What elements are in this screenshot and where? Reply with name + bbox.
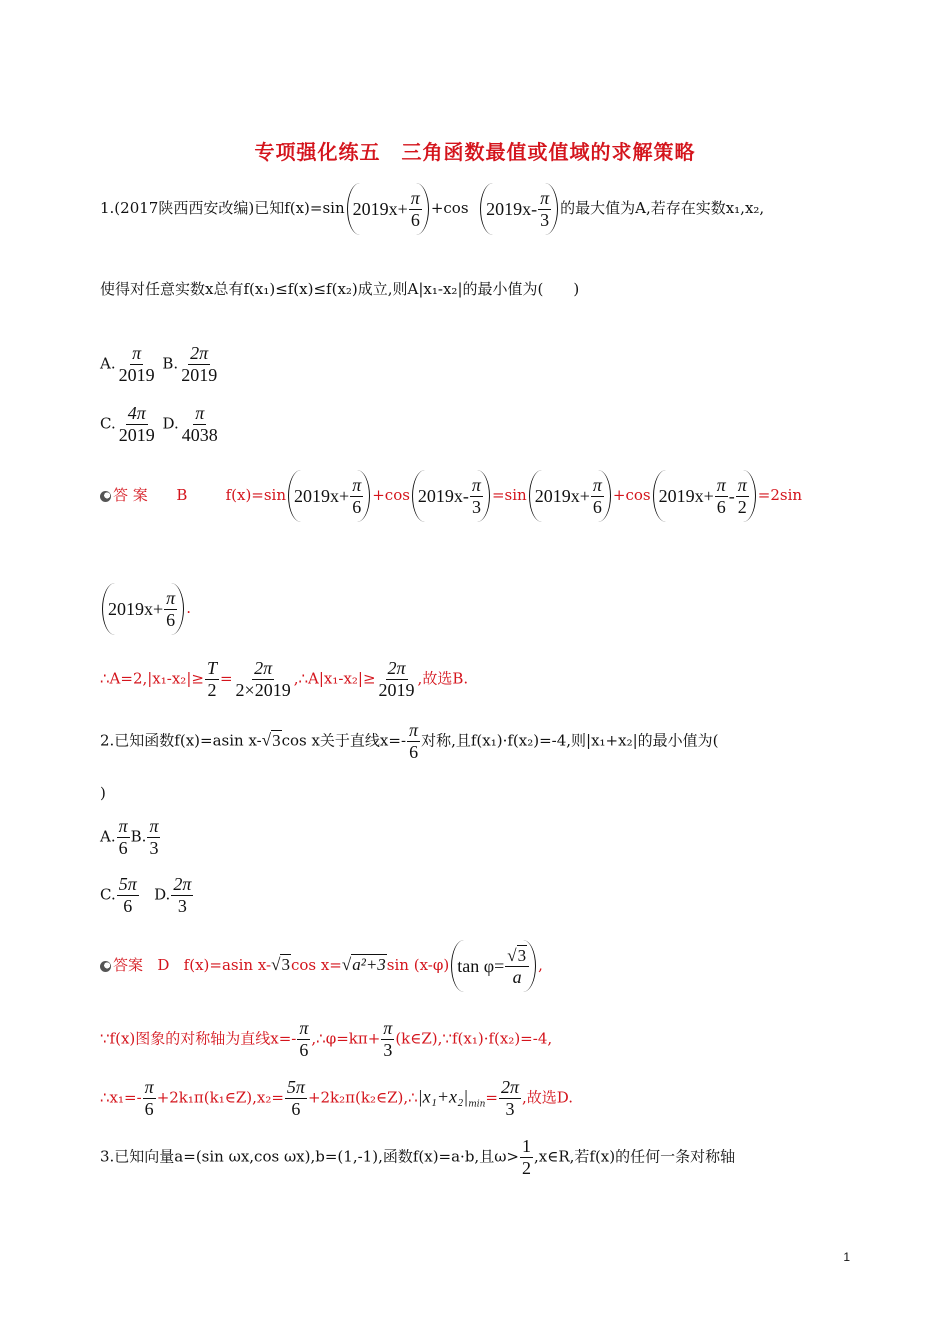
q2-reasoning-2: ∴x₁=- $\frac{\pi}{6}$ +2k₁π(k₁∈Z),x₂= $\frac{5\pi}{6}$ $+2k_2\pi(k_2\in Z),\therefore|x_1+x_2|_{min}=$ $\frac{2\pi}{3}$ ,故选D. [100,1077,574,1119]
q2-answer-line: 答案 D f(x)=asin x-√3cos x=√a²+3sin (x-φ) tan φ= $\frac{√3}{a}$ , [100,940,543,992]
option-b-value: $\frac{2\pi}{2019}$ [181,343,218,385]
answer-icon [100,961,111,972]
option-d-value: $\frac{\pi}{4038}$ [181,403,218,445]
option-a-value: $\frac{\pi}{2019}$ [118,343,155,385]
q2-line2: ) [100,784,106,802]
q2-options-ab: A. $\frac{\pi}{6}$ B. $\frac{\pi}{3}$ [100,816,159,858]
paren-arg: 2019x- $\frac{\pi}{3}$ [480,183,558,235]
q1-conclusion: ∴A=2,|x₁-x₂|≥ $\frac{T}{2}$ = $\frac{2\pi}{2\times 2019}$ ,∴A|x₁-x₂|≥ $\frac{2\pi}{2019}$ ,故选B. [100,658,469,700]
q1-answer-line: 答 案 B f(x)=sin 2019x+ $\frac{\pi}{6}$ +cos 2019x- $\frac{\pi}{3}$ =sin 2019x+ $\frac{\pi}{6}$ +cos 2019x+ $\frac{\pi}{6}$ - $\frac{\pi}{2}$ =2sin [100,470,802,522]
q2-line1: 2.已知函数f(x)=asin x-√3cos x关于直线x=- $\frac{\pi}{6}$ 对称,且f(x₁)·f(x₂)=-4,则|x₁+x₂|的最小值为( [100,720,719,762]
q2-options-cd: C. $\frac{5\pi}{6}$ D. $\frac{2\pi}{3}$ [100,874,192,916]
q2-reasoning-1: ∵f(x)图象的对称轴为直线x=- $\frac{\pi}{6}$ ,∴φ=kπ+ $\frac{\pi}{3}$ (k∈Z),∵f(x₁)·f(x₂)=-4, [100,1018,553,1060]
fraction: $\frac{\pi}{3}$ [540,187,550,230]
q1-options-ab: A. $\frac{\pi}{2019}$ B. $\frac{2\pi}{2019}$ [100,343,218,385]
page-number: 1 [843,1250,850,1264]
q1-line1: 1.(2017陕西西安改编)已知f(x)=sin 2019x+ $\frac{\pi}{6}$ +cos 2019x- $\frac{\pi}{3}$ 的最大值为A,若存在实数x₁,x₂, [100,183,764,235]
paren-arg: 2019x+ $\frac{\pi}{6}$ [347,183,429,235]
q1-answer-cont: 2019x+ $\frac{\pi}{6}$ . [100,583,191,635]
q3-line1: 3.已知向量a=(sin ωx,cos ωx),b=(1,-1),函数f(x)=a·b,且ω> $\frac{1}{2}$ ,x∈R,若f(x)的任何一条对称轴 [100,1136,736,1178]
answer-icon [100,491,111,502]
q1-options-cd: C. $\frac{4\pi}{2019}$ D. $\frac{\pi}{4038}$ [100,403,218,445]
option-c-value: $\frac{4\pi}{2019}$ [118,403,155,445]
fraction: $\frac{\pi}{6}$ [410,187,420,230]
page-title: 专项强化练五 三角函数最值或值域的求解策略 [254,140,696,164]
q1-line2: 使得对任意实数x总有f(x₁)≤f(x)≤f(x₂)成立,则A|x₁-x₂|的最小值为( ) [100,280,580,298]
